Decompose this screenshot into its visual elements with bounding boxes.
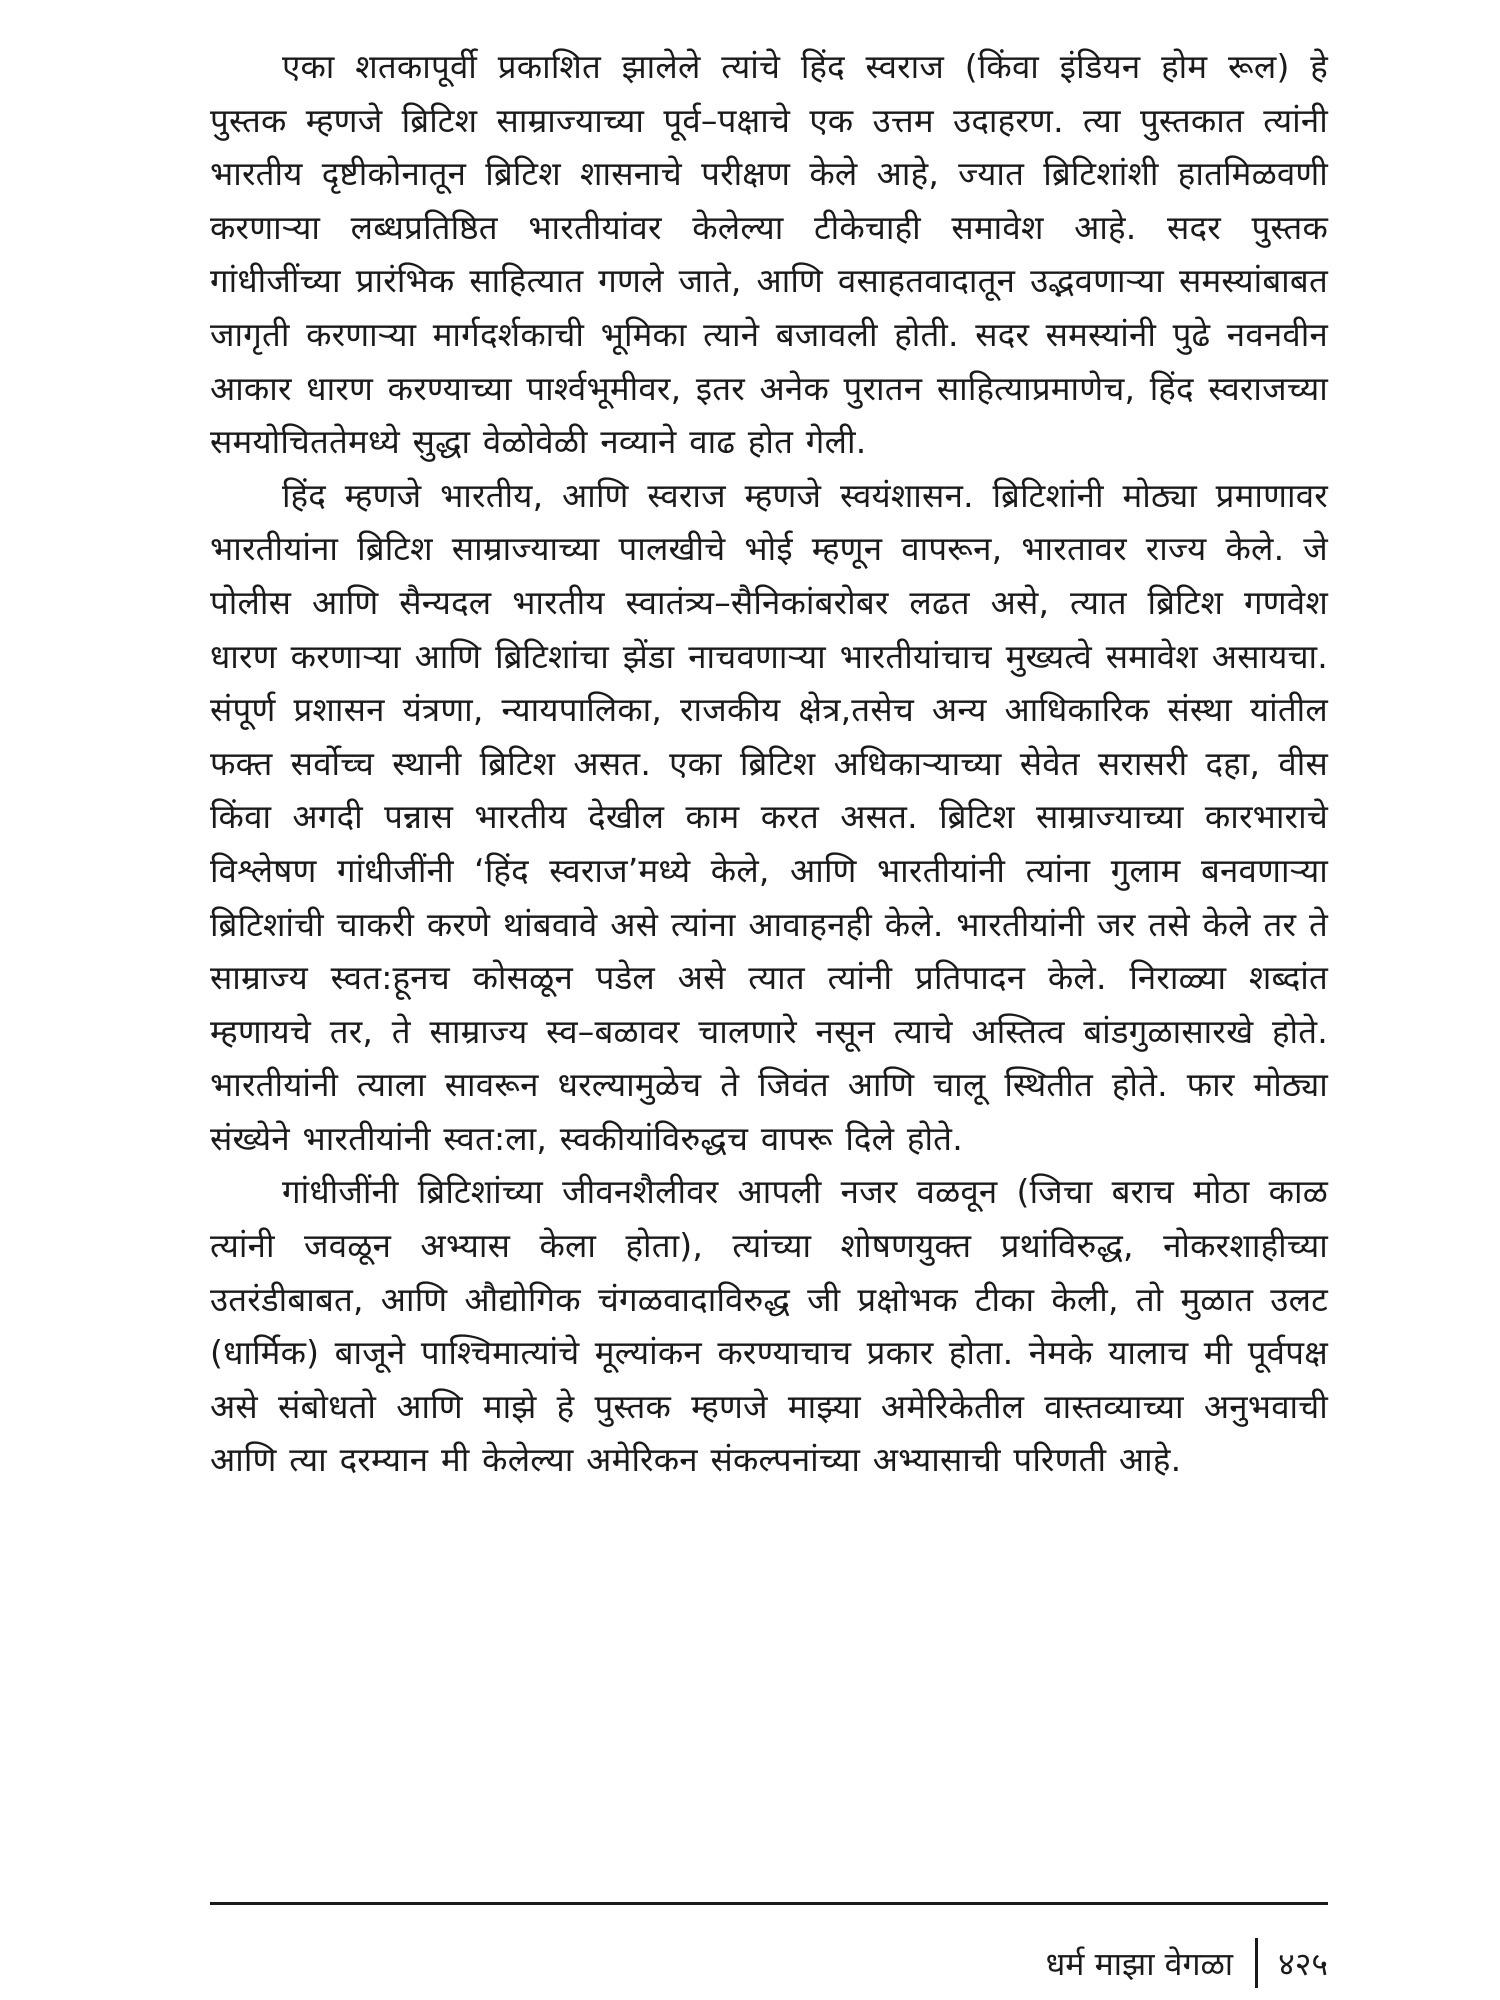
book-title: धर्म माझा वेगळा [1045, 1944, 1234, 1983]
paragraph-2: हिंद म्हणजे भारतीय, आणि स्वराज म्हणजे स्वयंशासन. ब्रिटिशांनी मोठ्या प्रमाणावर भारतीयांना ब्रिटिश साम्राज्याच्या पालखीचे भोई म्हणून वापरून, भारतावर राज्य केले. जे पोलीस आणि सैन्यदल भारतीय स्वातंत्र्य–सैनिकांबरोबर लढत असे, त्यात ब्रिटिश गणवेश धारण करणाऱ्या आणि ब्रिटिशांचा झेंडा नाचवणाऱ्या भारतीयांचाच मुख्यत्वे समावेश असायचा. संपूर्ण प्रशासन यंत्रणा, न्यायपालिका, राजकीय क्षेत्र,तसेच अन्य आधिकारिक संस्था यांतील फक्त सर्वोच्च स्थानी ब्रिटिश असत. एका ब्रिटिश अधिकाऱ्याच्या सेवेत सरासरी दहा, वीस किंवा अगदी पन्नास भारतीय देखील काम करत असत. ब्रिटिश साम्राज्याच्या कारभाराचे विश्लेषण गांधीजींनी ‘हिंद स्वराज’मध्ये केले, आणि भारतीयांनी त्यांना गुलाम बनवणाऱ्या ब्रिटिशांची चाकरी करणे थांबवावे असे त्यांना आवाहनही केले. भारतीयांनी जर तसे केले तर ते साम्राज्य स्वत:हूनच कोसळून पडेल असे त्यात त्यांनी प्रतिपादन केले. निराळ्या शब्दांत म्हणायचे तर, ते साम्राज्य स्व–बळावर चालणारे नसून त्याचे अस्तित्व बांडगुळासारखे होते. भारतीयांनी त्याला सावरून धरल्यामुळेच ते जिवंत आणि चालू स्थितीत होते. फार मोठ्या संख्येने भारतीयांनी स्वत:ला, स्वकीयांविरुद्धच वापरू दिले होते. [210, 475, 1328, 1158]
page-footer [1046, 1937, 1328, 1989]
footer-divider [210, 1902, 1328, 1905]
footer-separator [1255, 1938, 1258, 1988]
paragraph-1: एका शतकापूर्वी प्रकाशित झालेले त्यांचे हिंद स्वराज (किंवा इंडियन होम रूल) हे पुस्तक म्हणजे ब्रिटिश साम्राज्याच्या पूर्व–पक्षाचे एक उत्तम उदाहरण. त्या पुस्तकात त्यांनी भारतीय दृष्टीकोनातून ब्रिटिश शासनाचे परीक्षण केले आहे, ज्यात ब्रिटिशांशी हातमिळवणी करणाऱ्या लब्धप्रतिष्ठित भारतीयांवर केलेल्या टीकेचाही समावेश आहे. सदर पुस्तक गांधीजींच्या प्रारंभिक साहित्यात गणले जाते, आणि वसाहतवादातून उद्भवणाऱ्या समस्यांबाबत जागृती करणाऱ्या मार्गदर्शकाची भूमिका त्याने बजावली होती. सदर समस्यांनी पुढे नवनवीन आकार धारण करण्याच्या पार्श्वभूमीवर, इतर अनेक पुरातन साहित्याप्रमाणेच, हिंद स्वराजच्या समयोचिततेमध्ये सुद्धा वेळोवेळी नव्याने वाढ होत गेली. [210, 47, 1328, 462]
page-number: ४२५ [1278, 1944, 1328, 1983]
paragraph-3: गांधीजींनी ब्रिटिशांच्या जीवनशैलीवर आपली नजर वळवून (जिचा बराच मोठा काळ त्यांनी जवळून अभ्यास केला होता), त्यांच्या शोषणयुक्त प्रथांविरुद्ध, नोकरशाहीच्या उतरंडीबाबत, आणि औद्योगिक चंगळवादाविरुद्ध जी प्रक्षोभक टीका केली, तो मुळात उलट (धार्मिक) बाजूने पाश्चिमात्यांचे मूल्यांकन करण्याचाच प्रकार होता. नेमके यालाच मी पूर्वपक्ष असे संबोधतो आणि माझे हे पुस्तक म्हणजे माझ्या अमेरिकेतील वास्तव्याच्या अनुभवाची आणि त्या दरम्यान मी केलेल्या अमेरिकन संकल्पनांच्या अभ्यासाची परिणती आहे. [210, 1172, 1328, 1480]
document-page [210, 40, 1328, 1983]
body-text [210, 40, 1328, 1487]
